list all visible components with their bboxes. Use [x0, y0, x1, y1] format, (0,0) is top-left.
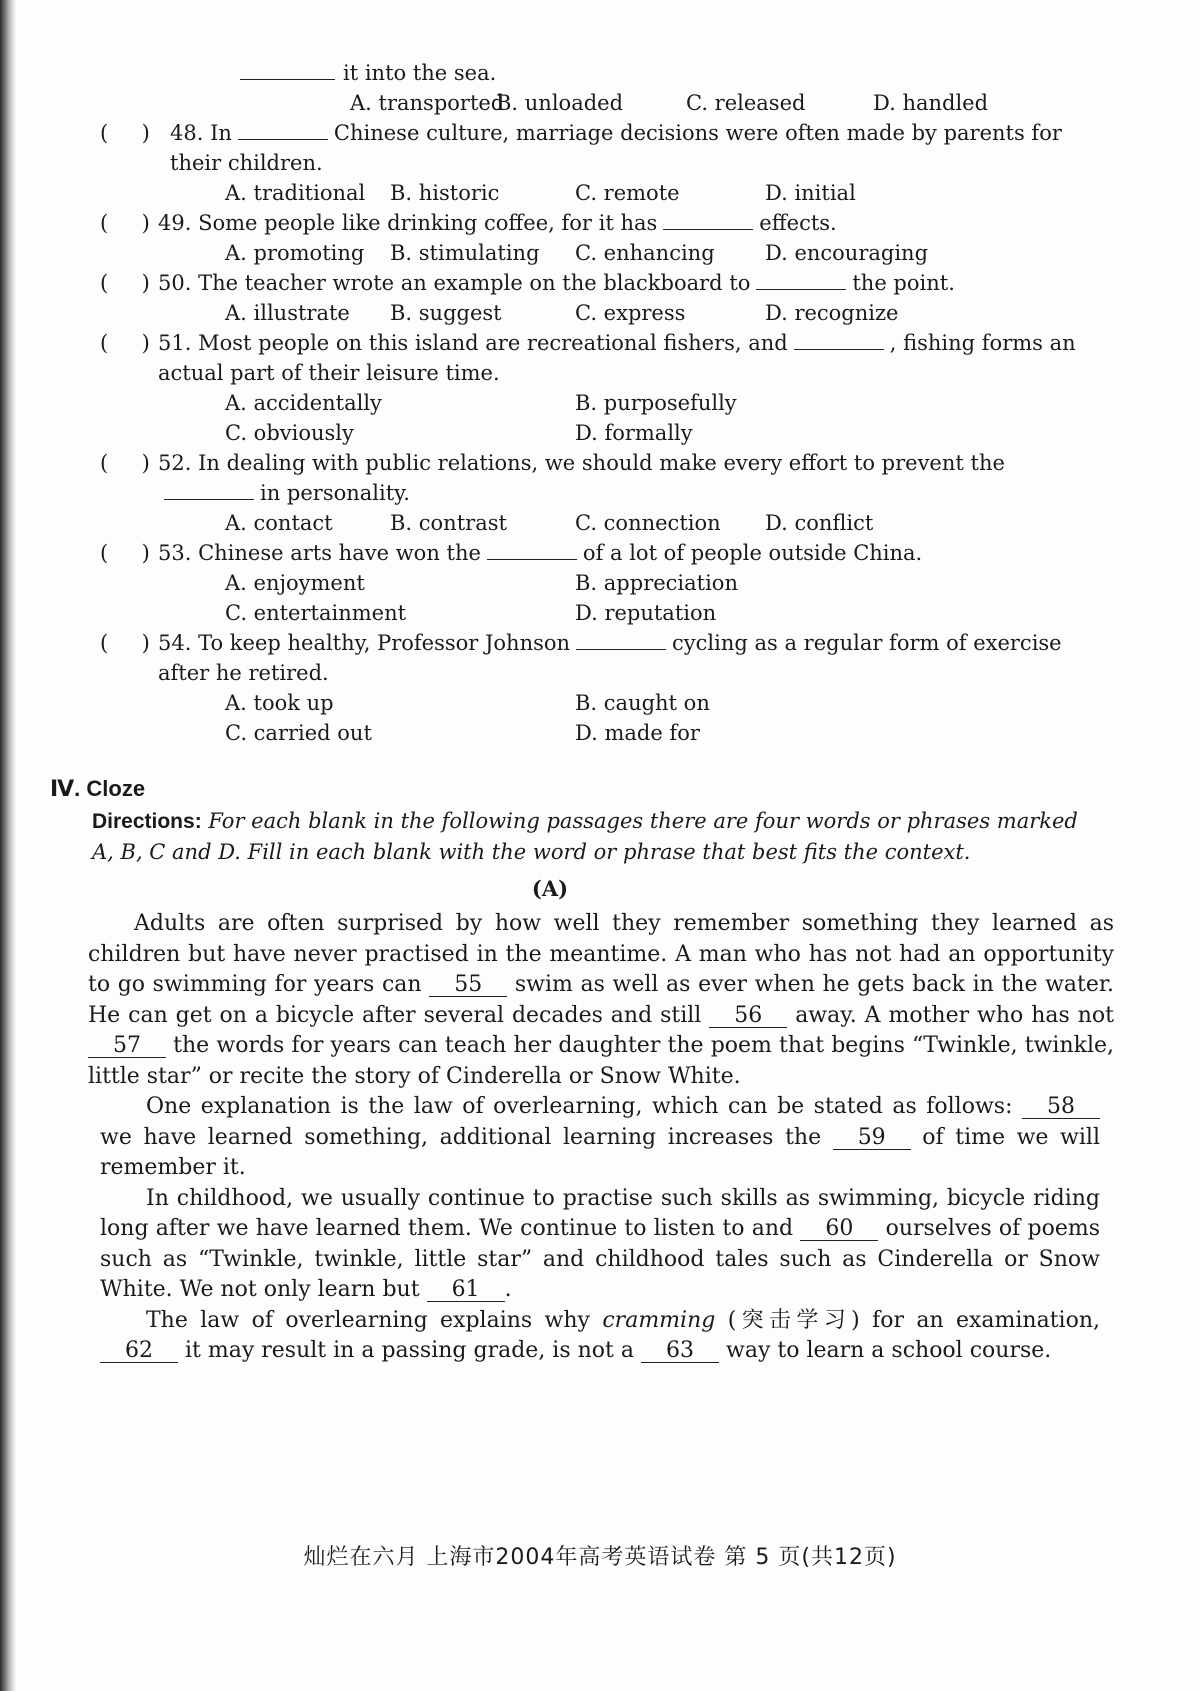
- page-footer: 灿烂在六月 上海市2004年高考英语试卷 第 5 页(共12页): [303, 1545, 897, 1570]
- option-c: C. enhancing: [575, 241, 715, 265]
- option-a: A. traditional: [225, 181, 366, 205]
- q47-options: [225, 88, 1100, 118]
- passage-label: (A): [531, 876, 569, 901]
- content: [50, 58, 1115, 1367]
- q54-options-row1: [225, 688, 1100, 718]
- option-b: B. stimulating: [390, 241, 540, 265]
- option-c: C. carried out: [225, 721, 372, 745]
- q51-options-row2: [225, 418, 1100, 448]
- option-d: D. reputation: [575, 601, 717, 625]
- passage-paragraph-3: In childhood, we usually continue to practise such skills as swimming, bicycle riding long after we have learned them. We continue to listen to and 60 ourselves of poems such as “Twinkle, twinkle, little star” and childhood tales such as Cinderella or Snow White. We not only learn but 61 .: [100, 1185, 1100, 1302]
- directions: [92, 806, 1100, 868]
- option-b: B. historic: [390, 181, 500, 205]
- answer-blank: [240, 59, 335, 80]
- answer-paren: ( ): [100, 451, 150, 475]
- option-b: B. caught on: [575, 691, 710, 715]
- answer-blank: [238, 119, 328, 140]
- option-a: A. promoting: [225, 241, 365, 265]
- option-a: A. accidentally: [225, 391, 382, 415]
- question-51: ( ) 51. Most people on this island are recreational fishers, and , fishing forms an actual part of their leisure time.: [100, 328, 1100, 388]
- option-b: B. suggest: [390, 301, 502, 325]
- passage-paragraph-2: One explanation is the law of overlearning, which can be stated as follows: 58 we have learned something, additional learning increases the 59 of time we will remember it.: [100, 1094, 1100, 1180]
- answer-blank: [487, 539, 577, 560]
- q53-options-row1: [225, 568, 1100, 598]
- cloze-blank-62: 62: [100, 1340, 178, 1363]
- option-d: D. encouraging: [765, 241, 929, 265]
- option-b: B. contrast: [390, 511, 507, 535]
- cloze-blank-63: 63: [641, 1340, 719, 1363]
- cloze-blank-59: 59: [833, 1127, 911, 1150]
- option-c: C. express: [575, 301, 686, 325]
- answer-paren: ( ): [100, 271, 150, 295]
- option-c: C. obviously: [225, 421, 354, 445]
- q48-options: [225, 178, 1100, 208]
- option-c: C. remote: [575, 181, 680, 205]
- cloze-blank-57: 57: [88, 1035, 166, 1058]
- option-d: D. handled: [873, 91, 989, 115]
- option-d: D. conflict: [765, 511, 874, 535]
- cloze-blank-60: 60: [800, 1218, 878, 1241]
- q49-options: [225, 238, 1100, 268]
- answer-blank: [576, 629, 666, 650]
- cloze-blank-56: 56: [709, 1005, 787, 1028]
- answer-blank: [663, 209, 753, 230]
- scan-edge-shadow: [0, 0, 16, 1691]
- answer-paren: ( ): [100, 121, 150, 145]
- answer-paren: ( ): [100, 541, 150, 565]
- question-53: ( ) 53. Chinese arts have won the of a lot of people outside China.: [100, 538, 1100, 568]
- option-a: A. enjoyment: [225, 571, 365, 595]
- passage-paragraph-1: Adults are often surprised by how well they remember something they learned as children but have never practised in the meantime. A man who has not had an opportunity to go swimming for years can 55 swim as well as ever when he gets back in the water. He can get on a bicycle after several decades and still 56 away. A mother who has not 57 the words for years can teach her daughter the poem that begins “Twinkle, twinkle, little star” or recite the story of Cinderella or Snow White.: [88, 911, 1115, 1089]
- option-a: A. contact: [225, 511, 333, 535]
- answer-paren: ( ): [100, 631, 150, 655]
- answer-blank: [164, 479, 254, 500]
- q54-options-row2: [225, 718, 1100, 748]
- question-54: ( ) 54. To keep healthy, Professor Johnson cycling as a regular form of exercise after he retired.: [100, 628, 1100, 688]
- q53-options-row2: [225, 598, 1100, 628]
- option-d: D. recognize: [765, 301, 899, 325]
- answer-paren: ( ): [100, 211, 150, 235]
- option-a: A. took up: [225, 691, 334, 715]
- answer-blank: [756, 269, 846, 290]
- option-d: D. initial: [765, 181, 856, 205]
- option-c: C. entertainment: [225, 601, 407, 625]
- option-c: C. connection: [575, 511, 721, 535]
- q52-options: [225, 508, 1100, 538]
- question-49: ( ) 49. Some people like drinking coffee, for it has effects.: [100, 208, 1100, 238]
- passage-paragraph-4: The law of overlearning explains why cramming (突击学习) for an examination, 62 it may result in a passing grade, is not a 63 way to learn a school course.: [100, 1306, 1100, 1367]
- option-c: C. released: [686, 91, 806, 115]
- answer-paren: ( ): [100, 331, 150, 355]
- option-b: B. purposefully: [575, 391, 737, 415]
- option-d: D. made for: [575, 721, 700, 745]
- cloze-blank-61: 61: [427, 1279, 505, 1302]
- directions-text: For each blank in the following passages there are four words or phrases marked A, B, C and D. Fill in each blank with the word or phrase that best fits the context.: [92, 809, 1078, 864]
- question-48: ( ) 48. In Chinese culture, marriage decisions were often made by parents for their children.: [100, 118, 1100, 178]
- cloze-blank-55: 55: [429, 974, 507, 997]
- section-title: Ⅳ. Cloze: [50, 776, 146, 801]
- answer-blank: [794, 329, 884, 350]
- option-a: A. illustrate: [225, 301, 350, 325]
- option-b: B. appreciation: [575, 571, 738, 595]
- question-50: ( ) 50. The teacher wrote an example on the blackboard to the point.: [100, 268, 1100, 298]
- option-b: B. unloaded: [496, 91, 624, 115]
- q47-continuation: it into the sea.: [100, 58, 1100, 88]
- cloze-blank-58: 58: [1022, 1096, 1100, 1119]
- option-d: D. formally: [575, 421, 693, 445]
- option-a: A. transported: [350, 91, 505, 115]
- directions-label: Directions:: [92, 810, 202, 833]
- q50-options: [225, 298, 1100, 328]
- question-52: ( ) 52. In dealing with public relations, we should make every effort to prevent thein personality.: [100, 448, 1100, 508]
- q51-options-row1: [225, 388, 1100, 418]
